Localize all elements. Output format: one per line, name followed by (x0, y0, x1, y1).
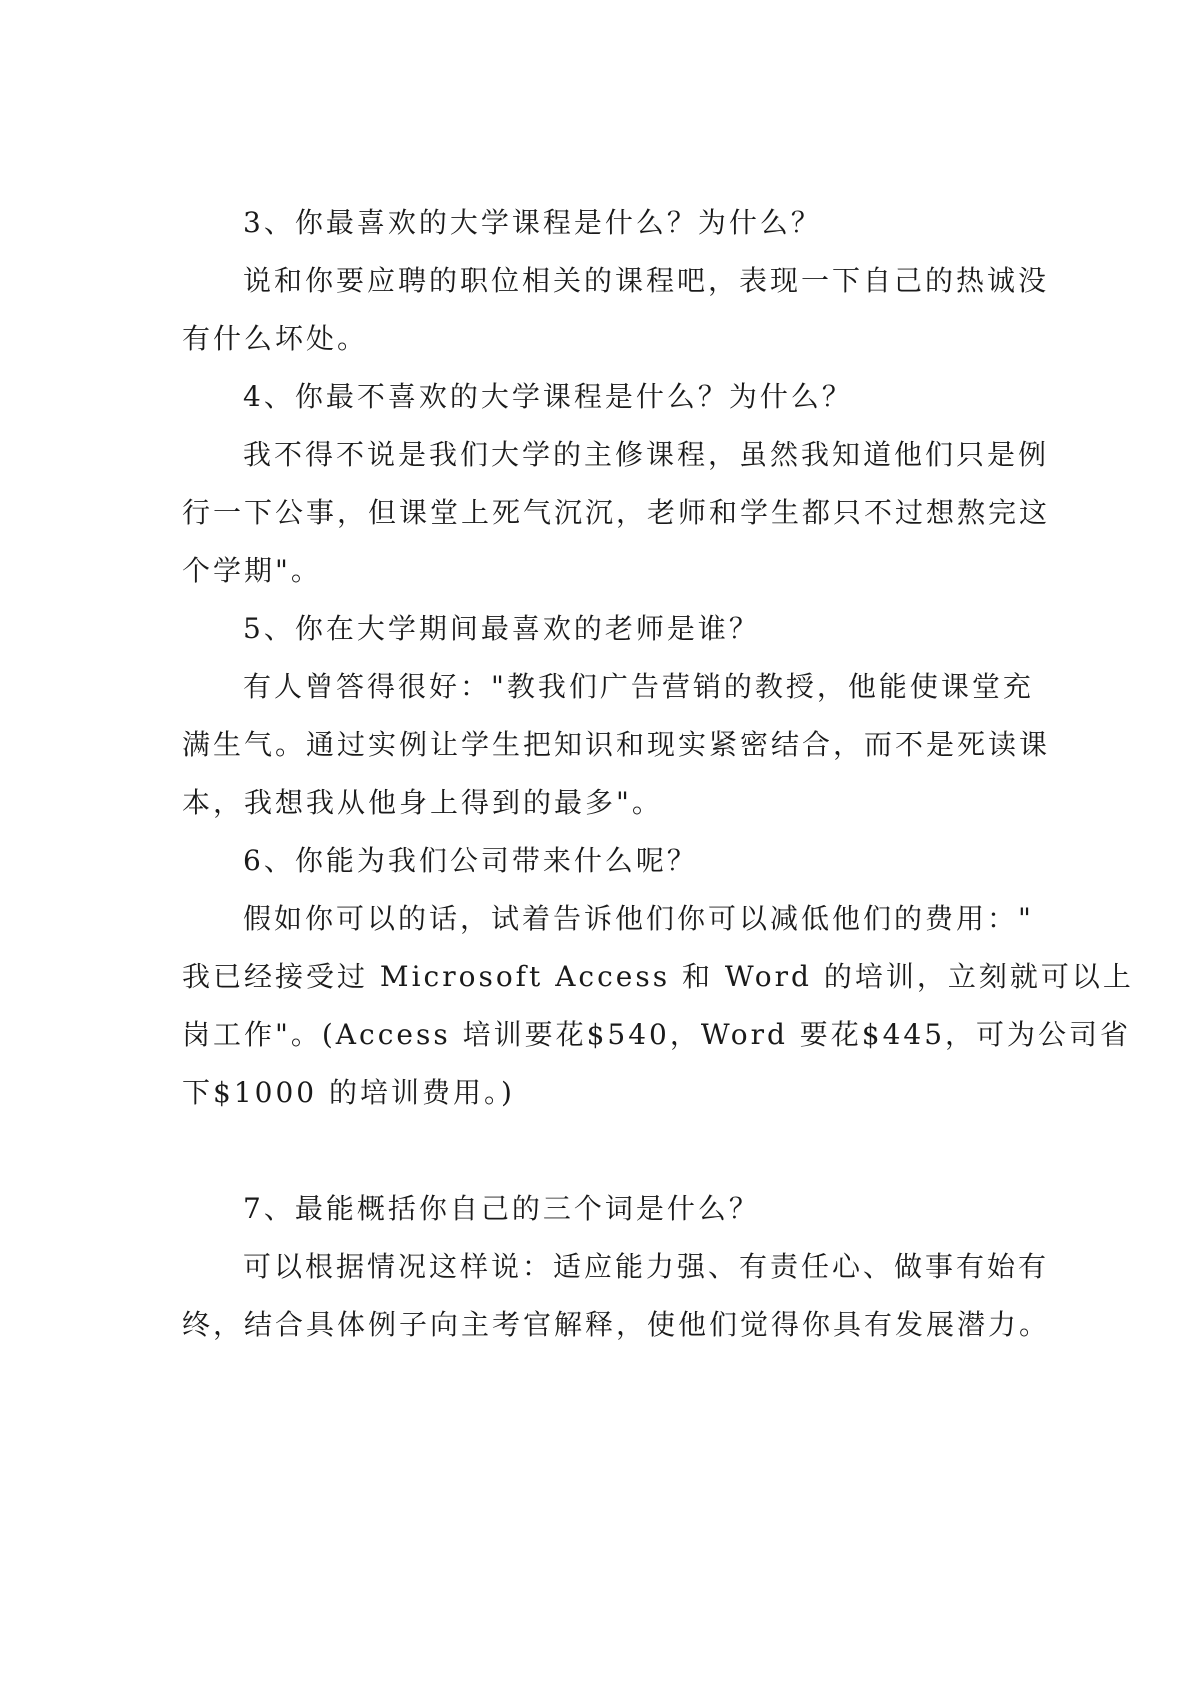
question-5: 5、你在大学期间最喜欢的老师是谁？ (243, 612, 760, 645)
answer-6-line-4: 下$1000 的培训费用。) (182, 1076, 515, 1109)
answer-3-line-1: 说和你要应聘的职位相关的课程吧，表现一下自己的热诚没 (243, 264, 1050, 297)
answer-4-line-3: 个学期"。 (182, 554, 322, 587)
answer-5-line-3: 本，我想我从他身上得到的最多"。 (182, 786, 663, 819)
answer-5-line-2: 满生气。通过实例让学生把知识和现实紧密结合，而不是死读课 (182, 728, 1051, 761)
answer-3-line-2: 有什么坏处。 (182, 322, 369, 355)
answer-6-line-1: 假如你可以的话，试着告诉他们你可以减低他们的费用：" (243, 902, 1034, 935)
answer-6-line-3: 岗工作"。(Access 培训要花$540，Word 要花$445，可为公司省 (182, 1018, 1132, 1051)
answer-6-line-2: 我已经接受过 Microsoft Access 和 Word 的培训，立刻就可以上 (182, 960, 1134, 993)
answer-7-line-2: 终，结合具体例子向主考官解释，使他们觉得你具有发展潜力。 (182, 1308, 1051, 1341)
answer-4-line-2: 行一下公事，但课堂上死气沉沉，老师和学生都只不过想熬完这 (182, 496, 1051, 529)
answer-4-line-1: 我不得不说是我们大学的主修课程，虽然我知道他们只是例 (243, 438, 1050, 471)
question-3: 3、你最喜欢的大学课程是什么？为什么？ (243, 206, 822, 239)
question-4: 4、你最不喜欢的大学课程是什么？为什么？ (243, 380, 853, 413)
question-6: 6、你能为我们公司带来什么呢？ (243, 844, 698, 877)
answer-7-line-1: 可以根据情况这样说：适应能力强、有责任心、做事有始有 (243, 1250, 1050, 1283)
question-7: 7、最能概括你自己的三个词是什么？ (243, 1192, 760, 1225)
answer-5-line-1: 有人曾答得很好："教我们广告营销的教授，他能使课堂充 (243, 670, 1034, 703)
